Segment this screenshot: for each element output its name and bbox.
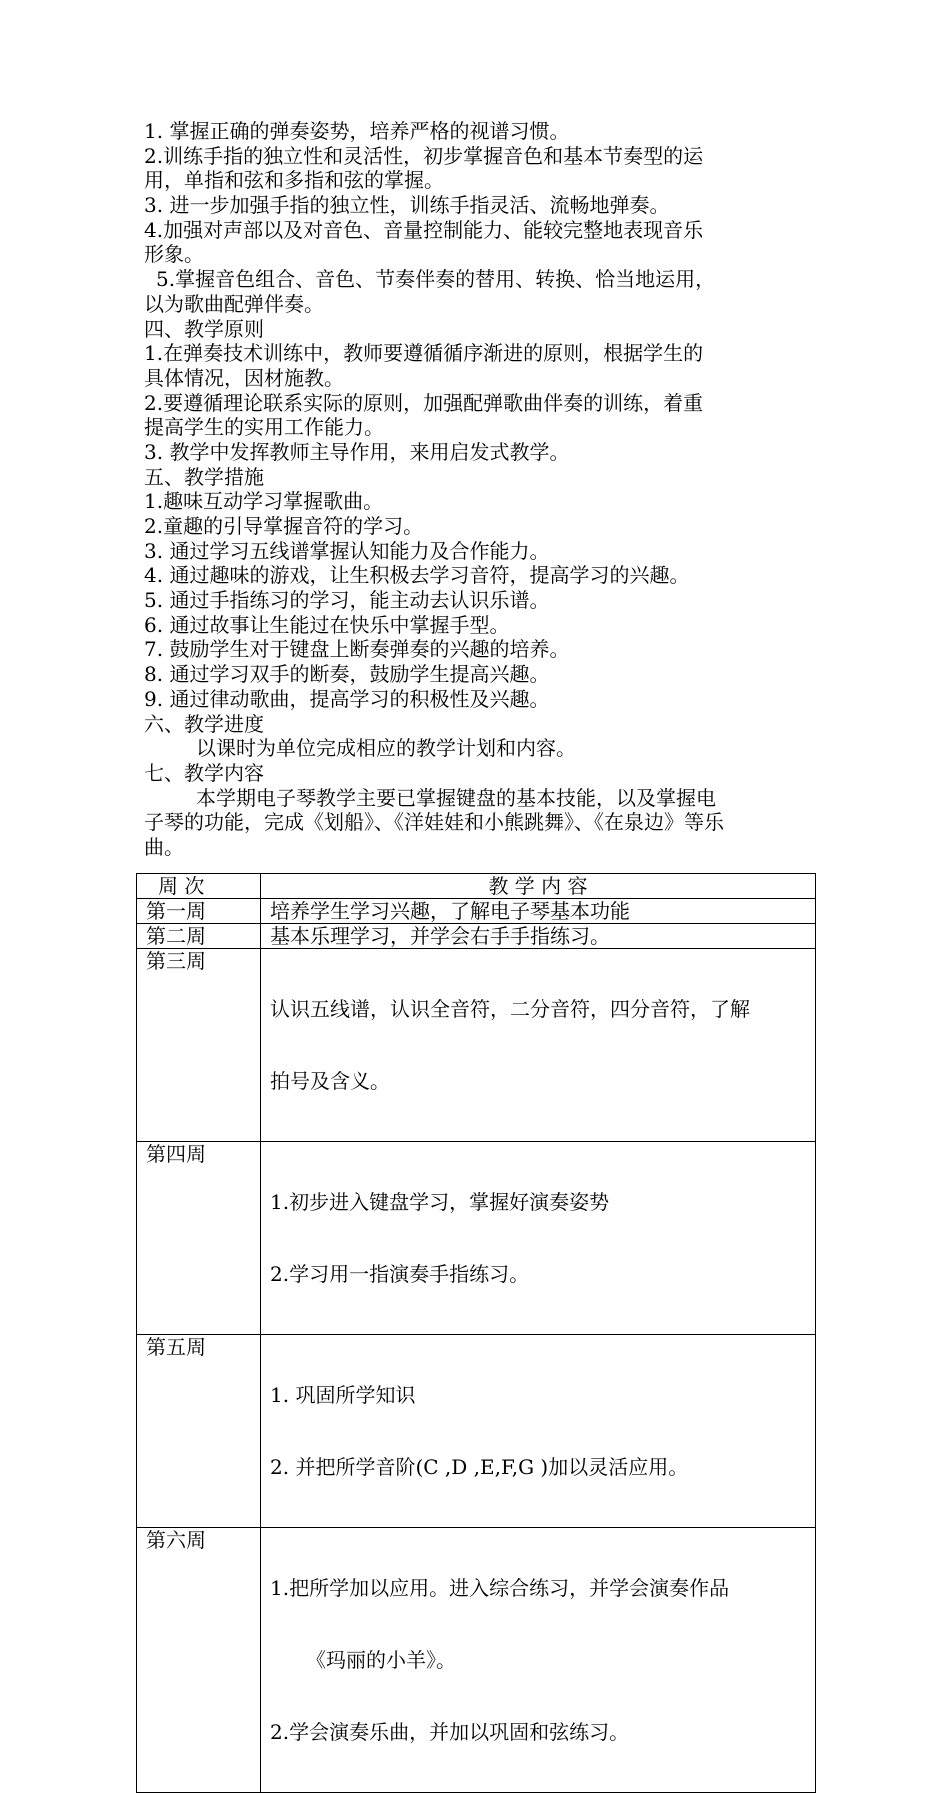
content-line: 1.初步进入键盘学习，掌握好演奏姿势 [270, 1190, 610, 1214]
content-cell [261, 1528, 816, 1793]
body-text [144, 119, 814, 860]
content-line: 1. 巩固所学知识 [270, 1383, 416, 1407]
content-column-header: 教 学 内 容 [261, 874, 816, 899]
week-cell: 第二周 [137, 924, 261, 949]
content-line: 培养学生学习兴趣，了解电子琴基本功能 [270, 899, 630, 923]
week-column-header: 周 次 [137, 874, 261, 899]
list-item-continuation: 用，单指和弦和多指和弦的掌握。 [144, 168, 444, 193]
content-line: 《玛丽的小羊》。 [306, 1648, 456, 1672]
list-item: 2.童趣的引导掌握音符的学习。 [144, 514, 424, 538]
content-cell [261, 1142, 816, 1335]
week-cell: 第三周 [137, 949, 261, 1142]
list-item: 3. 教学中发挥教师主导作用，来用启发式教学。 [144, 439, 570, 464]
table-header-row [137, 874, 816, 899]
paragraph-line: 曲。 [144, 834, 184, 859]
list-item: 8. 通过学习双手的断奏，鼓励学生提高兴趣。 [144, 662, 550, 687]
list-item-continuation: 提高学生的实用工作能力。 [144, 415, 384, 440]
table-row [137, 949, 816, 1142]
paragraph-line: 本学期电子琴教学主要已掌握键盘的基本技能，以及掌握电 [196, 785, 716, 810]
list-item: 9. 通过律动歌曲，提高学习的积极性及兴趣。 [144, 686, 550, 711]
content-line: 拍号及含义。 [270, 1069, 390, 1093]
list-item: 1. 掌握正确的弹奏姿势，培养严格的视谱习惯。 [144, 119, 570, 143]
content-cell [261, 949, 816, 1142]
list-item: 6. 通过故事让生能过在快乐中掌握手型。 [144, 612, 510, 637]
section-heading: 四、教学原则 [144, 316, 264, 341]
list-item: 2.训练手指的独立性和灵活性，初步掌握音色和基本节奏型的运 [144, 143, 704, 168]
paragraph-line: 子琴的功能，完成《划船》、《洋娃娃和小熊跳舞》、《在泉边》等乐 [144, 810, 724, 835]
week-cell: 第六周 [137, 1528, 261, 1793]
content-line: 2.学习用一指演奏手指练习。 [270, 1262, 530, 1286]
content-line: 2.学会演奏乐曲，并加以巩固和弦练习。 [270, 1720, 630, 1744]
section-heading: 五、教学措施 [144, 464, 264, 489]
list-item: 7. 鼓励学生对于键盘上断奏弹奏的兴趣的培养。 [144, 637, 570, 662]
content-line: 认识五线谱，认识全音符，二分音符，四分音符，了解 [270, 997, 750, 1021]
week-cell: 第四周 [137, 1142, 261, 1335]
list-item-continuation: 具体情况，因材施教。 [144, 365, 344, 390]
content-line: 1.把所学加以应用。进入综合练习，并学会演奏作品 [270, 1576, 730, 1600]
schedule-table [136, 873, 816, 1793]
list-item: 5. 通过手指练习的学习，能主动去认识乐谱。 [144, 588, 550, 613]
table-row [137, 1528, 816, 1793]
table-row [137, 1335, 816, 1528]
table-row [137, 1142, 816, 1335]
list-item: 4. 通过趣味的游戏，让生积极去学习音符，提高学习的兴趣。 [144, 563, 690, 588]
content-line: 基本乐理学习，并学会右手手指练习。 [270, 924, 610, 948]
list-item: 5.掌握音色组合、音色、节奏伴奏的替用、转换、恰当地运用， [156, 267, 716, 292]
section-heading: 六、教学进度 [144, 711, 264, 736]
list-item: 1.趣味互动学习掌握歌曲。 [144, 489, 384, 514]
list-item: 2.要遵循理论联系实际的原则，加强配弹歌曲伴奏的训练，着重 [144, 390, 704, 415]
paragraph-line: 以课时为单位完成相应的教学计划和内容。 [196, 736, 576, 761]
content-cell [261, 1335, 816, 1528]
list-item-continuation: 形象。 [144, 242, 204, 267]
table-row [137, 924, 816, 949]
list-item: 3. 通过学习五线谱掌握认知能力及合作能力。 [144, 538, 550, 563]
section-heading: 七、教学内容 [144, 760, 264, 785]
week-cell: 第五周 [137, 1335, 261, 1528]
content-cell [261, 899, 816, 924]
list-item: 3. 进一步加强手指的独立性，训练手指灵活、流畅地弹奏。 [144, 193, 670, 218]
content-line: 2. 并把所学音阶(C ,D ,E,F,G )加以灵活应用。 [270, 1455, 689, 1479]
week-cell: 第一周 [137, 899, 261, 924]
list-item-continuation: 以为歌曲配弹伴奏。 [144, 291, 324, 316]
list-item: 4.加强对声部以及对音色、音量控制能力、能较完整地表现音乐 [144, 217, 704, 242]
content-cell [261, 924, 816, 949]
list-item: 1.在弹奏技术训练中，教师要遵循循序渐进的原则，根据学生的 [144, 341, 704, 366]
table-row [137, 899, 816, 924]
